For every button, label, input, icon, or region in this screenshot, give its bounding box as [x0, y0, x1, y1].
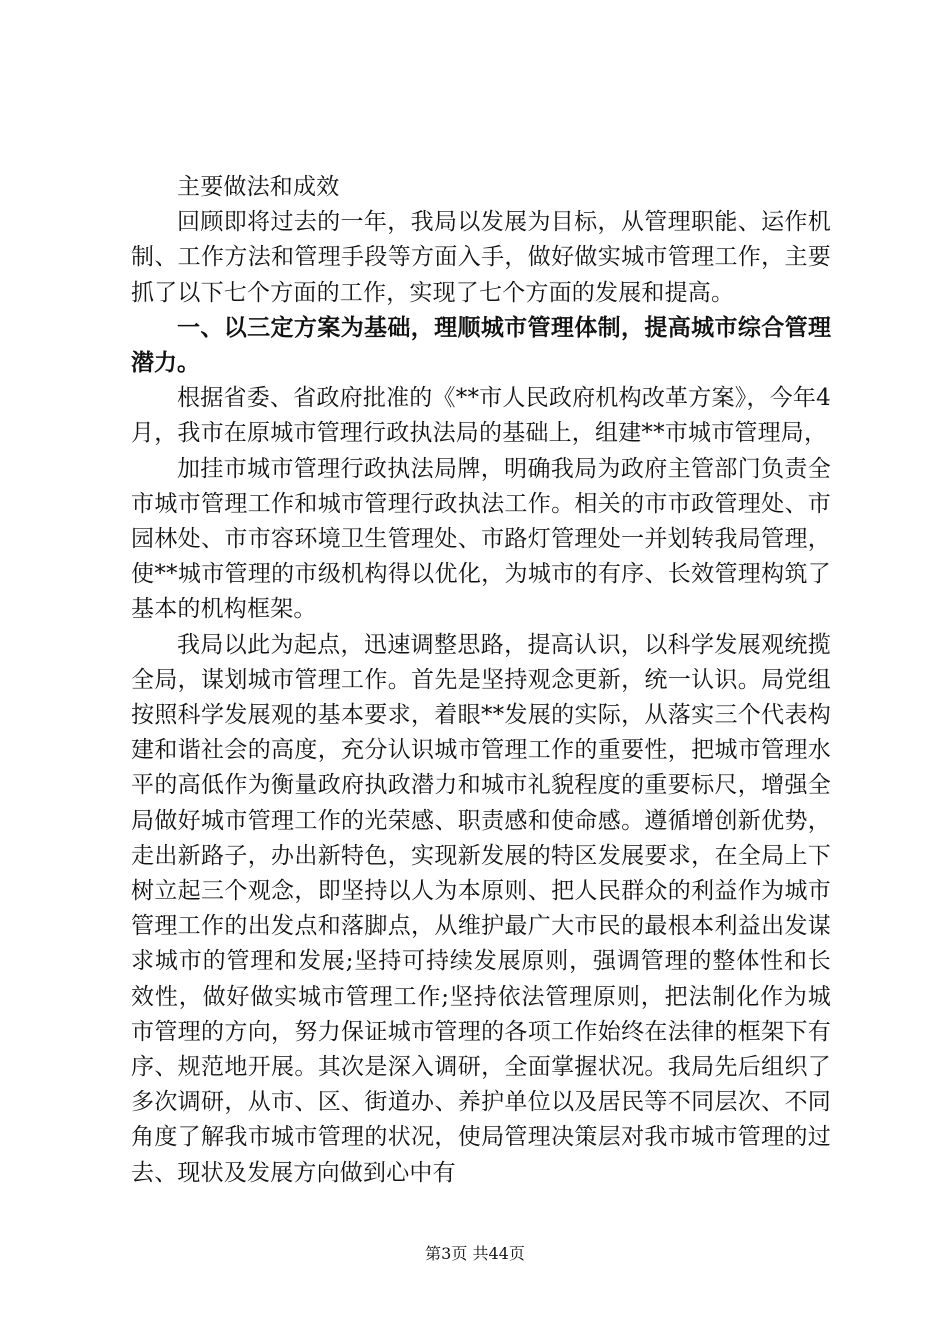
paragraph-3: 根据省委、省政府批准的《**市人民政府机构改革方案》，今年4月，我市在原城市管理行政执法局的基础上，组建**市城市管理局，	[131, 385, 831, 447]
paragraph-5: 我局以此为起点，迅速调整思路，提高认识，以科学发展观统揽全局，谋划城市管理工作。首先是坚持观念更新，统一认识。局党组按照科学发展观的基本要求，着眼**发展的实际，从落实三个代表构建和谐社会的高度，充分认识城市管理工作的重要性，把城市管理水平的高低作为衡量政府执政潜力和城市礼貌程度的重要标尺，增强全局做好城市管理工作的光荣感、职责感和使命感。遵循增创新优势，走出新路子，办出新特色，实现新发展的特区发展要求，在全局上下树立起三个观念，即坚持以人为本原则、把人民群众的利益作为城市管理工作的出发点和落脚点，从维护最广大市民的最根本利益出发谋求城市的管理和发展;坚持可持续发展原则，强调管理的整体性和长效性，做好做实城市管理工作;坚持依法管理原则，把法制化作为城市管理的方向，努力保证城市管理的各项工作始终在法律的框架下有序、规范地开展。其次是深入调研，全面掌握状况。我局先后组织了多次调研，从市、区、街道办、养护单位以及居民等不同层次、不同角度了解我市城市管理的状况，使局管理决策层对我市城市管理的过去、现状及发展方向做到心中有	[131, 631, 831, 1186]
page-footer	[0, 1243, 950, 1265]
paragraph-1: 回顾即将过去的一年，我局以发展为目标，从管理职能、运作机制、工作方法和管理手段等方面入手，做好做实城市管理工作，主要抓了以下七个方面的工作，实现了七个方面的发展和提高。	[131, 209, 831, 306]
paragraph-4: 加挂市城市管理行政执法局牌，明确我局为政府主管部门负责全市城市管理工作和城市管理行政执法工作。相关的市市政管理处、市园林处、市市容环境卫生管理处、市路灯管理处一并划转我局管理，使**城市管理的市级机构得以优化，为城市的有序、长效管理构筑了基本的机构框架。	[131, 455, 831, 623]
total-pages: 共44页	[472, 1244, 525, 1263]
section-heading: 一、以三定方案为基础，理顺城市管理体制，提高城市综合管理潜力。	[131, 314, 831, 377]
document-body	[131, 170, 831, 1191]
page-number: 第3页	[425, 1244, 468, 1263]
paragraph-0: 主要做法和成效	[177, 174, 340, 200]
